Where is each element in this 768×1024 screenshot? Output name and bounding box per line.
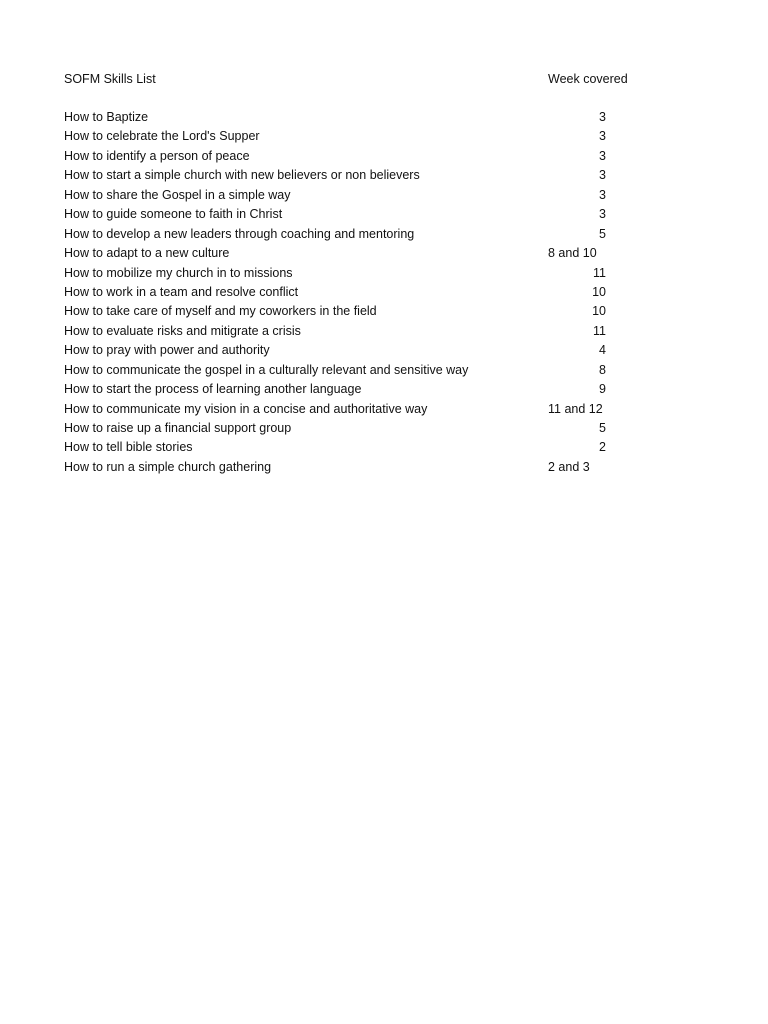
skill-cell: How to adapt to a new culture <box>64 246 230 261</box>
week-cell: 3 <box>599 168 606 183</box>
table-row <box>64 438 684 457</box>
skill-cell: How to pray with power and authority <box>64 343 270 358</box>
week-cell: 9 <box>599 382 606 397</box>
skill-cell: How to raise up a financial support group <box>64 421 292 435</box>
table-row <box>64 166 684 185</box>
week-covered-header: Week covered <box>548 72 628 86</box>
table-row <box>64 147 684 166</box>
week-cell: 10 <box>592 304 606 319</box>
week-cell: 4 <box>599 343 606 358</box>
week-cell: 8 and 10 <box>548 246 597 261</box>
table-row <box>64 419 684 438</box>
week-cell: 5 <box>599 226 606 241</box>
table-row <box>64 302 684 321</box>
skill-cell: How to take care of myself and my coworkers in the field <box>64 304 377 319</box>
table-row <box>64 108 684 127</box>
skill-cell: How to communicate the gospel in a culturally relevant and sensitive way <box>64 362 469 377</box>
skill-cell: How to start a simple church with new believers or non believers <box>64 168 420 183</box>
table-row <box>64 205 684 224</box>
skills-list <box>64 108 684 477</box>
week-cell: 11 <box>593 265 606 280</box>
week-cell: 11 <box>593 323 606 338</box>
table-row <box>64 361 684 380</box>
skill-cell: How to communicate my vision in a concise and authoritative way <box>64 401 428 416</box>
week-cell: 3 <box>599 187 606 202</box>
skill-cell: How to tell bible stories <box>64 440 193 455</box>
table-row <box>64 341 684 360</box>
skill-cell: How to identify a person of peace <box>64 148 250 163</box>
skill-cell: How to guide someone to faith in Christ <box>64 207 283 222</box>
table-row <box>64 283 684 302</box>
week-cell: 3 <box>599 110 606 124</box>
skill-cell: How to Baptize <box>64 110 149 124</box>
week-cell: 3 <box>599 129 606 144</box>
week-cell: 11 and 12 <box>548 401 603 416</box>
skill-cell: How to evaluate risks and mitigrate a crisis <box>64 323 301 338</box>
skill-cell: How to work in a team and resolve conflict <box>64 284 299 299</box>
skill-cell: How to mobilize my church in to missions <box>64 265 293 280</box>
skill-cell: How to run a simple church gathering <box>64 459 272 474</box>
week-cell: 10 <box>592 284 606 299</box>
skill-cell: How to develop a new leaders through coaching and mentoring <box>64 226 415 241</box>
skill-cell: How to celebrate the Lord's Supper <box>64 129 260 144</box>
table-row <box>64 264 684 283</box>
week-cell: 8 <box>599 362 606 377</box>
week-cell: 2 <box>599 440 606 455</box>
header-row <box>64 69 684 89</box>
week-cell: 3 <box>599 207 606 222</box>
table-row <box>64 400 684 419</box>
list-title: SOFM Skills List <box>64 72 156 86</box>
week-cell: 3 <box>599 148 606 163</box>
table-row <box>64 225 684 244</box>
table-row <box>64 322 684 341</box>
table-row <box>64 380 684 399</box>
table-row <box>64 127 684 146</box>
table-row <box>64 186 684 205</box>
week-cell: 2 and 3 <box>548 459 590 474</box>
skill-cell: How to share the Gospel in a simple way <box>64 187 291 202</box>
week-cell: 5 <box>599 421 606 435</box>
skill-cell: How to start the process of learning another language <box>64 382 362 397</box>
table-row <box>64 458 684 477</box>
table-row <box>64 244 684 263</box>
